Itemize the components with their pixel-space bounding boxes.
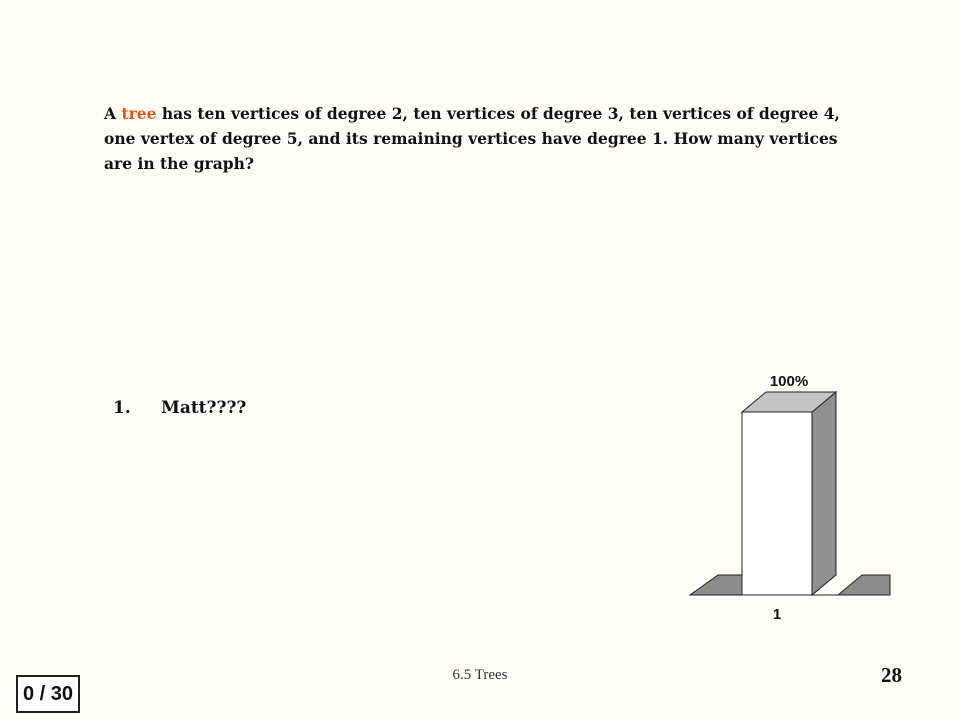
answer-option-1[interactable] (113, 398, 246, 418)
slide-footer-title: 6.5 Trees (452, 667, 508, 683)
slide-page-number: 28 (881, 663, 902, 687)
question-prefix: A (104, 104, 122, 123)
response-chart (680, 360, 900, 630)
question-body: has ten vertices of degree 2, ten vertices of degree 3, ten vertices of degree 4, one vertex of degree 5, and its remaining vertices have degree 1. How many vertices are in the graph? (104, 104, 840, 173)
chart-bar (742, 412, 812, 595)
question-keyword: tree (121, 104, 157, 123)
question-text (104, 101, 864, 176)
answer-option-number: 1. (113, 398, 131, 418)
chart-category-label: 1 (772, 606, 782, 623)
chart-bars (742, 373, 836, 595)
chart-bar-side (812, 392, 836, 595)
answer-option-label: Matt???? (161, 398, 247, 418)
chart-floor-right (838, 575, 890, 595)
response-counter: 0 / 30 (16, 675, 80, 713)
chart-floor-left (690, 575, 742, 595)
chart-data-label: 100% (769, 373, 809, 390)
